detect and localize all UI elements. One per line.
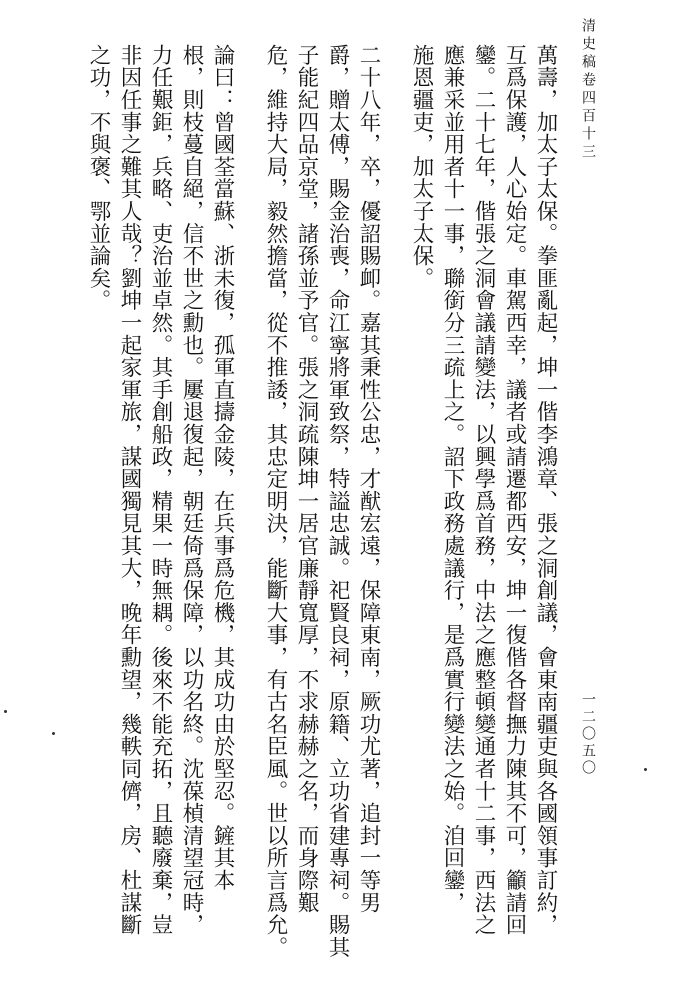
text-column: 根，則枝蔓自絕，信不世之勳也。屢退復起，朝廷倚爲保障，以功名終。沈葆楨清望冠時， xyxy=(179,44,204,936)
page-number: 一二〇五〇 xyxy=(580,692,596,777)
text-column: 施恩疆吏，加太子太保。 xyxy=(409,44,434,290)
text-column: 之功，不與褒、鄂並論矣。 xyxy=(86,44,111,312)
ink-speck xyxy=(644,768,647,771)
ink-speck xyxy=(4,710,7,713)
text-column: 非因任事之難其人哉？劉坤一起家軍旅，謀國獨見其大，晚年勳望，幾軼同儕，房、杜謀斷 xyxy=(117,44,142,936)
running-header: 清史稿卷四百十三 xyxy=(580,18,596,162)
text-column: 鑾。二十七年，偕張之洞會議請變法，以興學爲首務，中法之應整頓變通者十二事，西法之 xyxy=(471,44,496,936)
text-column: 子能紀四品京堂，諸孫並予官。張之洞疏陳坤一居官廉靜寬厚，不求赫赫之名，而身際艱 xyxy=(294,44,319,914)
text-column: 萬壽，加太子太保。拳匪亂起，坤一偕李鴻章、張之洞創議，會東南疆吏與各國領事訂約， xyxy=(533,44,558,936)
text-column: 互爲保護，人心始定。車駕西幸，議者或請遷都西安，坤一復偕各督撫力陳其不可，籲請回 xyxy=(502,44,527,936)
text-column: 二十八年，卒，優詔賜卹。嘉其秉性公忠，才猷宏遠，保障東南，厥功尤著，追封一等男 xyxy=(356,44,381,914)
text-column: 論曰：曾國荃當蘇、浙未復，孤軍直擣金陵，在兵事爲危機，其成功由於堅忍。鏟其本 xyxy=(210,44,235,892)
text-column: 力任艱鉅，兵略、吏治並卓然。其手創船政，精果一時無耦。後來不能充拓，且聽廢棄，豈 xyxy=(148,44,173,936)
main-text xyxy=(83,44,561,959)
ink-speck xyxy=(52,732,55,735)
text-column: 危，維持大局，毅然擔當，從不推諉，其忠定明決，能斷大事，有古名臣風。世以所言爲允。 xyxy=(263,44,288,959)
text-column: 應兼采並用者十一事，聯銜分三疏上之。詔下政務處議行，是爲實行變法之始。洎回鑾， xyxy=(440,44,465,914)
text-column: 爵，贈太傅，賜金治喪，命江寧將軍致祭，特謚忠誠。祀賢良祠，原籍、立功省建專祠。賜其 xyxy=(325,44,350,959)
